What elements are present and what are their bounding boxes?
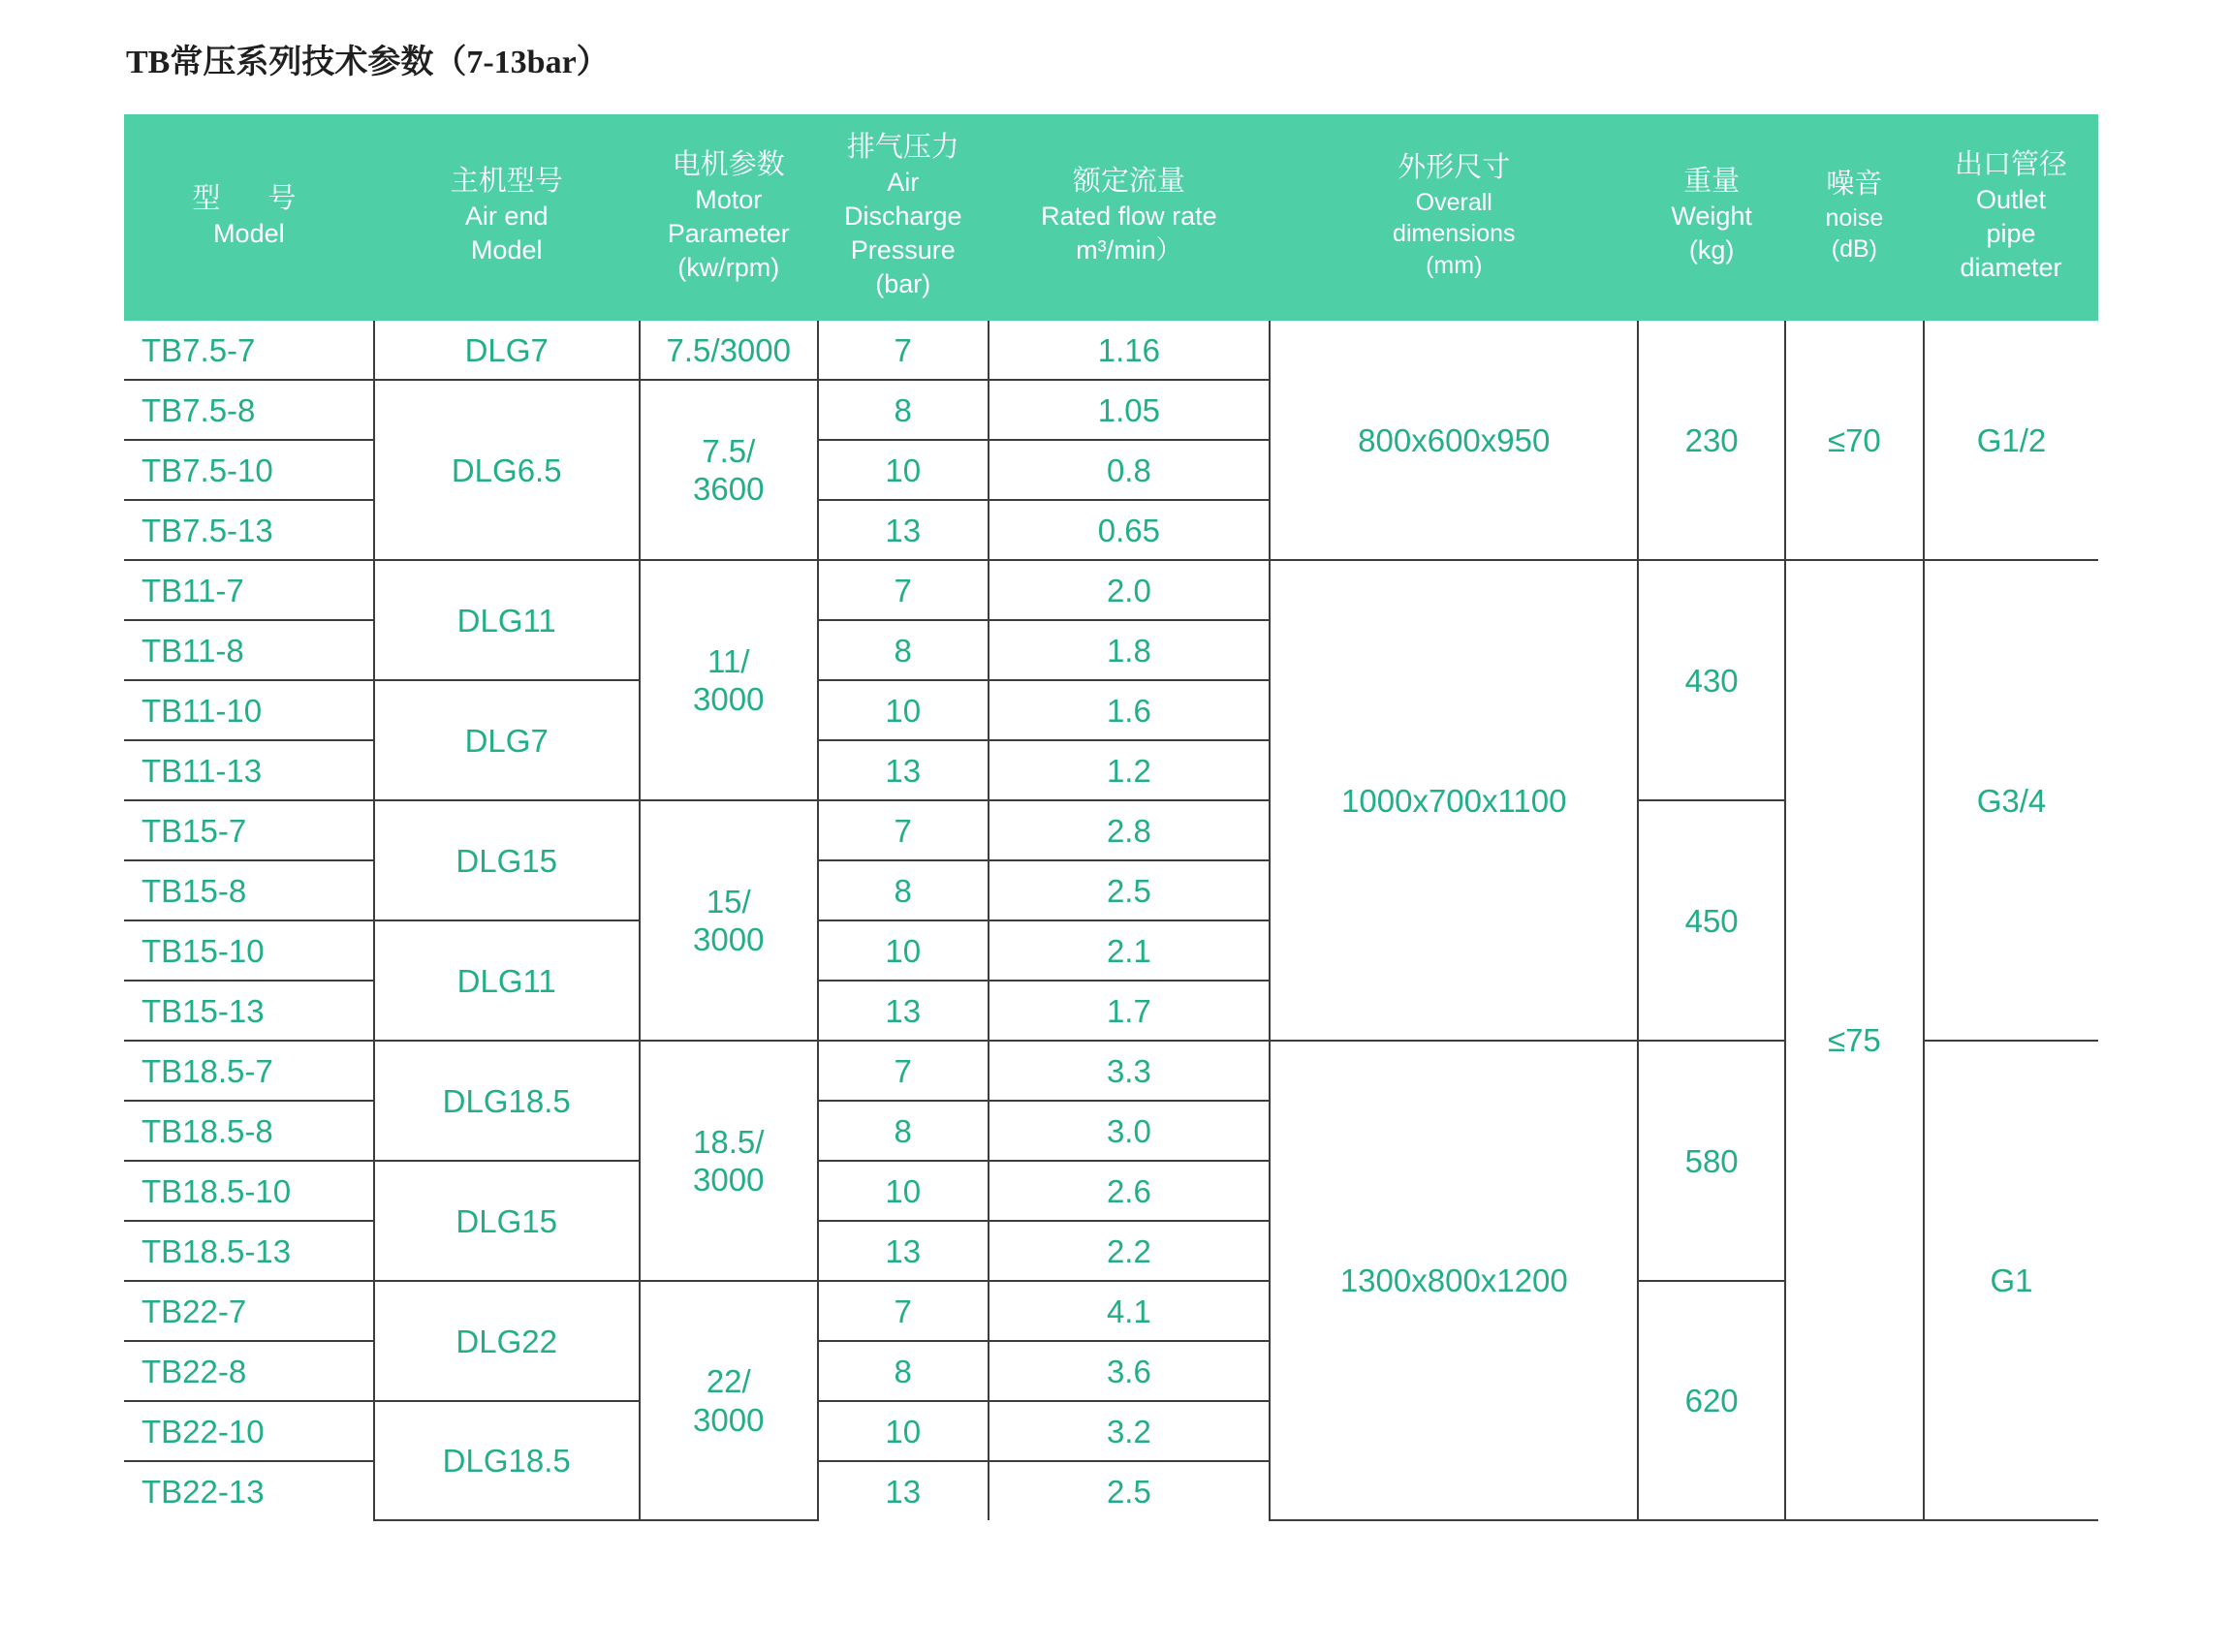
cell-noise: ≤70: [1785, 321, 1924, 560]
cell-pressure: 8: [818, 860, 989, 920]
cell-air-end: DLG18.5: [374, 1041, 640, 1161]
cell-model: TB15-8: [124, 860, 374, 920]
cell-model: TB15-13: [124, 981, 374, 1041]
cell-air-end: DLG11: [374, 920, 640, 1041]
cell-pressure: 8: [818, 1101, 989, 1161]
cell-pressure: 7: [818, 1281, 989, 1341]
cell-pressure: 13: [818, 981, 989, 1041]
cell-flow: 1.16: [989, 321, 1270, 380]
column-header-air-discharge-pressure: 排气压力 Air Discharge Pressure (bar): [818, 114, 989, 321]
table-header: [124, 114, 2098, 321]
column-header-model: 型 号 Model: [124, 114, 374, 321]
cell-flow: 0.8: [989, 440, 1270, 500]
cell-pressure: 8: [818, 1341, 989, 1401]
cell-motor: 7.5/ 3600: [640, 380, 818, 560]
cell-model: TB18.5-13: [124, 1221, 374, 1281]
cell-flow: 2.1: [989, 920, 1270, 981]
cell-model: TB18.5-10: [124, 1161, 374, 1221]
cell-weight: 230: [1638, 321, 1784, 560]
cell-air-end: DLG18.5: [374, 1401, 640, 1520]
cell-motor: 15/ 3000: [640, 800, 818, 1041]
column-header-motor-parameter: 电机参数 Motor Parameter (kw/rpm): [640, 114, 818, 321]
cell-flow: 2.5: [989, 1461, 1270, 1520]
cell-pressure: 8: [818, 620, 989, 680]
cell-model: TB11-10: [124, 680, 374, 740]
cell-flow: 1.8: [989, 620, 1270, 680]
cell-model: TB22-13: [124, 1461, 374, 1520]
cell-weight: 430: [1638, 560, 1784, 800]
cell-pipe: G1: [1924, 1041, 2098, 1520]
cell-motor: 22/ 3000: [640, 1281, 818, 1520]
cell-air-end: DLG11: [374, 560, 640, 680]
cell-model: TB22-8: [124, 1341, 374, 1401]
cell-model: TB11-7: [124, 560, 374, 620]
table-row: [124, 321, 2098, 380]
column-header-rated-flow-rate: 额定流量 Rated flow rate m³/min）: [989, 114, 1270, 321]
cell-dimensions: 1300x800x1200: [1270, 1041, 1638, 1520]
cell-pipe: G3/4: [1924, 560, 2098, 1041]
cell-pressure: 10: [818, 920, 989, 981]
cell-model: TB18.5-7: [124, 1041, 374, 1101]
cell-motor: 18.5/ 3000: [640, 1041, 818, 1281]
cell-motor: 7.5/3000: [640, 321, 818, 380]
cell-model: TB11-8: [124, 620, 374, 680]
cell-pipe: G1/2: [1924, 321, 2098, 560]
cell-flow: 2.8: [989, 800, 1270, 860]
cell-model: TB7.5-8: [124, 380, 374, 440]
cell-pressure: 10: [818, 440, 989, 500]
page-title: TB常压系列技术参数（7-13bar）: [126, 45, 610, 80]
cell-pressure: 13: [818, 1461, 989, 1520]
cell-model: TB18.5-8: [124, 1101, 374, 1161]
cell-model: TB7.5-13: [124, 500, 374, 560]
cell-air-end: DLG22: [374, 1281, 640, 1401]
cell-flow: 1.05: [989, 380, 1270, 440]
column-header-outlet-pipe-diameter: 出口管径 Outlet pipe diameter: [1924, 114, 2098, 321]
cell-flow: 1.2: [989, 740, 1270, 800]
cell-weight: 450: [1638, 800, 1784, 1041]
cell-flow: 3.3: [989, 1041, 1270, 1101]
cell-air-end: DLG15: [374, 1161, 640, 1281]
cell-model: TB7.5-7: [124, 321, 374, 380]
cell-dimensions: 800x600x950: [1270, 321, 1638, 560]
column-header-overall-dimensions: 外形尺寸 Overall dimensions (mm): [1270, 114, 1638, 321]
cell-pressure: 13: [818, 740, 989, 800]
cell-model: TB15-10: [124, 920, 374, 981]
column-header-noise: 噪音 noise (dB): [1785, 114, 1924, 321]
cell-air-end: DLG6.5: [374, 380, 640, 560]
cell-model: TB11-13: [124, 740, 374, 800]
cell-model: TB22-10: [124, 1401, 374, 1461]
cell-pressure: 7: [818, 800, 989, 860]
cell-model: TB15-7: [124, 800, 374, 860]
cell-flow: 2.5: [989, 860, 1270, 920]
cell-air-end: DLG7: [374, 321, 640, 380]
cell-pressure: 13: [818, 1221, 989, 1281]
cell-flow: 3.6: [989, 1341, 1270, 1401]
cell-pressure: 7: [818, 560, 989, 620]
table-body: [124, 321, 2098, 1520]
cell-weight: 580: [1638, 1041, 1784, 1281]
cell-pressure: 10: [818, 1401, 989, 1461]
cell-air-end: DLG15: [374, 800, 640, 920]
cell-dimensions: 1000x700x1100: [1270, 560, 1638, 1041]
cell-pressure: 7: [818, 1041, 989, 1101]
column-header-air-end-model: 主机型号 Air end Model: [374, 114, 640, 321]
cell-pressure: 10: [818, 1161, 989, 1221]
cell-model: TB22-7: [124, 1281, 374, 1341]
cell-flow: 2.0: [989, 560, 1270, 620]
cell-pressure: 7: [818, 321, 989, 380]
table-header-row: [124, 114, 2098, 321]
cell-air-end: DLG7: [374, 680, 640, 800]
column-header-weight: 重量 Weight (kg): [1638, 114, 1784, 321]
cell-flow: 3.0: [989, 1101, 1270, 1161]
cell-flow: 2.2: [989, 1221, 1270, 1281]
cell-flow: 1.7: [989, 981, 1270, 1041]
table-row: [124, 560, 2098, 620]
cell-flow: 4.1: [989, 1281, 1270, 1341]
cell-weight: 620: [1638, 1281, 1784, 1520]
cell-flow: 3.2: [989, 1401, 1270, 1461]
cell-noise: ≤75: [1785, 560, 1924, 1520]
cell-pressure: 8: [818, 380, 989, 440]
specification-table: [124, 114, 2098, 1521]
cell-flow: 0.65: [989, 500, 1270, 560]
cell-pressure: 10: [818, 680, 989, 740]
cell-flow: 2.6: [989, 1161, 1270, 1221]
cell-model: TB7.5-10: [124, 440, 374, 500]
cell-pressure: 13: [818, 500, 989, 560]
cell-flow: 1.6: [989, 680, 1270, 740]
cell-motor: 11/ 3000: [640, 560, 818, 800]
